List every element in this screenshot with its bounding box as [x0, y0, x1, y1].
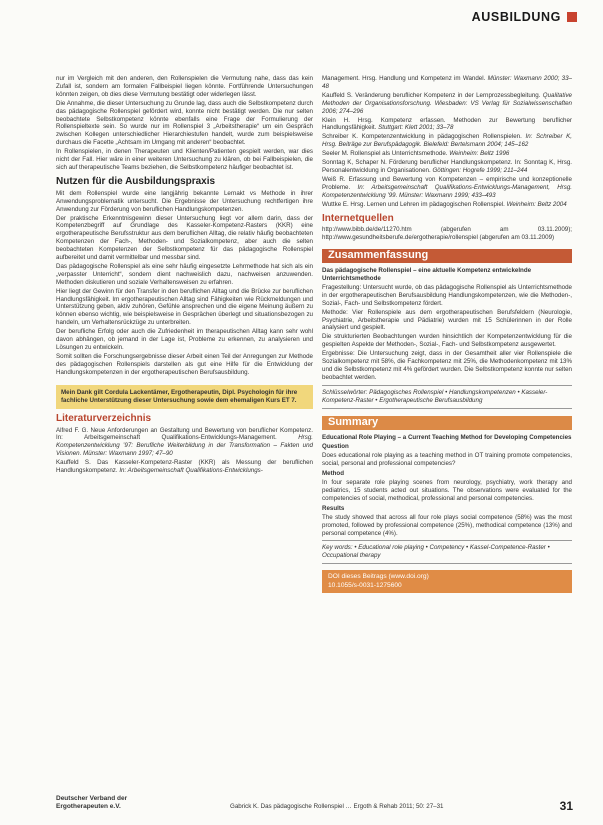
left-column — [56, 75, 313, 476]
paragraph: Die Annahme, die dieser Untersuchung zu Grunde lag, dass auch die Selbstkompetenz durch das pädagogische Rollenspiel gefördert wird, konnte nicht bestätigt werden. Die nur selten beobachtete Selbstkompetenz könnte ebenfalls eine Frage der Formulierung der Rollenspieltexte sein. So wurde nur im Rollenspiel 3 „Arbeitstherapie“ um ein Gespräch zwischen Kollegen unterschiedlicher Hierarchiestufen handelt, wurde zum beispielsweise durchaus die Facette „Achtsam im Umgang mit anderen“ beobachtet. — [56, 99, 313, 147]
summary-heading: Method — [322, 470, 344, 478]
divider — [322, 408, 572, 409]
reference-source: Münster: Waxmann 2000; 33–48 — [322, 75, 572, 90]
reference-source: Stuttgart: Klett 2001; 33–78 — [378, 124, 454, 132]
paragraph: Methode: Vier Rollenspiele aus dem ergotherapeutischen Berufsfeldern (Neurologie, Psychiatrie, Arbeitstherapie und Pädiatrie) wurden mit 15 Schülerinnen in der Rolle analysiert und gespielt. — [322, 308, 572, 332]
reference-main: Kauffeld S. Das Kasseler-Kompetenz-Raster (KKR) als Messung der beruflichen Handlungskompetenz. — [56, 459, 313, 475]
section-marker — [567, 12, 577, 22]
reference-source: In: Arbeitsgemeinschaft Qualifikations-Entwicklungs-Management, Hrsg. Kompetenzentwicklung ’99. Münster: Waxmann 1999; 433–493 — [322, 183, 572, 199]
keywords-en: Key words: • Educational role playing • Competency • Kassel-Competence-Raster • Occupational therapy — [322, 544, 550, 560]
page-number: 31 — [559, 799, 573, 813]
citation-line: Gabrick K. Das pädagogische Rollenspiel … Ergoth & Rehab 2011; 50: 27–31 — [230, 803, 444, 810]
paragraph: Does educational role playing as a teaching method in OT training promote competencies, social, personal and professional competencies? — [322, 452, 572, 468]
paragraph: Mit dem Rollenspiel wurde eine langjährig bekannte Lernakt vs Methode in ihrer Anwendungsproblematik untersucht. Die Ergebnisse der Untersuchung rechtfertigen ihre Anwendung zur Förderung von beruflichen Handlungskompetenzen. — [56, 189, 313, 213]
divider — [322, 540, 572, 541]
paragraph: In four separate role playing scenes from neurology, psychiatry, work therapy and pediatrics, 15 students acted out situations. The observations were evaluated for the competencies of social, methodical, professional and personal competencies. — [322, 479, 572, 502]
doi-label: DOI dieses Beitrags (www.doi.org) — [328, 573, 429, 581]
reference-item — [322, 176, 572, 200]
reference-item — [56, 459, 313, 475]
paragraph: Das pädagogische Rollenspiel als eine sehr häufig eingesetzte Lehrmethode hat sich als ein „verpasster Unterricht“, sondern dient nachweislich dazu, nachweisen anzuwenden. Methoden diskutieren und soziale Verhaltensweisen zu erfahren. — [56, 262, 313, 286]
summary-heading: Question — [322, 443, 349, 451]
reference-source: Weinheim: Beltz 1996 — [449, 150, 510, 158]
reference-item — [322, 201, 572, 209]
reference-source: In: Schreiber K, Hrsg. Beiträge zur Berufspädagogik. Bielefeld: Bertelsmann 2004; 145–162 — [322, 133, 572, 149]
section-label: AUSBILDUNG — [471, 10, 561, 24]
internet-links[interactable]: http://www.bibb.de/de/11270.htm (abgerufen am 03.11.2009); http://www.gesundheitsberufe.de/ergotherapie/rollenspiel (abgerufen am 03.11.2009) — [322, 226, 572, 242]
keywords-de: Schlüsselwörter: Pädagogisches Rollenspiel • Handlungskompetenzen • Kasseler-Kompetenz-Raster • Ergotherapeutische Berufsausbildung — [322, 388, 548, 404]
zusammenfassung-subtitle: Das pädagogische Rollenspiel – eine aktuelle Kompetenz entwickelnde Unterrichtsmethode — [322, 267, 532, 283]
reference-item — [322, 159, 572, 175]
zusammenfassung-banner: Zusammenfassung — [322, 249, 572, 263]
paragraph: Fragestellung: Untersucht wurde, ob das pädagogische Rollenspiel als Unterrichtsmethode in der ergotherapeutischen Berufsausbildung Handlungskompetenzen, wie die Methoden-, Sozial-, Fach- und Selbstkompetenz fördert. — [322, 283, 572, 307]
paragraph: The study showed that across all four role plays social competence (58%) was the most promoted, followed by professional competence (25%), methodical competence (13%) and personal competence (4%). — [322, 513, 572, 537]
paragraph: Ergebnisse: Die Untersuchung zeigt, dass in der Gesamtheit aller vier Rollenspiele die Sozialkompetenz mit 58%, die Fachkompetenz mit 25%, die Methodenkompetenz mit 13% und die Selbstkompetenz mit 4% gefördert wurden. Die Selbstkompetenz konnte nur selten beobachtet werden. — [322, 350, 572, 381]
doi-box[interactable] — [322, 570, 572, 593]
divider — [322, 563, 572, 564]
publisher-line: Deutscher Verband der — [56, 795, 128, 802]
acknowledgement-text: Mein Dank gilt Cordula Lackentämer, Ergotherapeutin, Dipl. Psychologin für ihre fachliche Unterstützung dieser Untersuchung sowie dem ehemaligen Kurs ET 7. — [61, 388, 298, 404]
reference-source: Göttingen: Hogrefe 1999; 211–244 — [432, 166, 528, 174]
paragraph: Der berufliche Erfolg oder auch die Zufriedenheit im therapeutischen Alltag kann sehr wohl davon abhängen, ob jemand in der Lage ist, Probleme zu erkennen, zu analysieren und Lösungen zu entwickeln. — [56, 328, 313, 351]
reference-main: Kauffeld S. Veränderung beruflicher Kompetenz in der Lernprozessbegleitung. — [322, 91, 541, 99]
reference-source: In: Arbeitsgemeinschaft Qualifikations-Entwicklungs- — [119, 467, 263, 475]
summary-banner: Summary — [322, 416, 572, 430]
paragraph: Somit sollten die Forschungsergebnisse dieser Arbeit einen Teil der Anregungen zur Methode des pädagogischen Rollenspiels darstellen als gut eine Hilfe für die Entwicklung der Handlungskompetenzen in der ergotherapeutischen Berufsausbildung. — [56, 352, 313, 376]
reference-main: Klein H. Hrsg. Kompetenz erfassen. Methoden zur Bewertung beruflicher Handlungsfähigkeit. — [322, 116, 572, 132]
paragraph: Der praktische Erkenntnisgewinn dieser Untersuchung liegt vor allem darin, dass der Kompetenzbegriff auf Grundlage des Kasseler-Kompetenz-Rasters (KKR) eine ergotherapeutische Berufsstruktur aus dem beruflichen Alltag, die relativ häufig beobachteten Kompetenzen der Fach-, Methoden- und Sozialkompetenz, aber auch die selten beobachteten Kompetenzen der Selbstkompetenz für das pädagogische Rollenspiel aufbereitet und damit vermittelbar und messbar sind. — [56, 214, 313, 262]
reference-main: Alfred F. G. Neue Anforderungen an Gestaltung und Bewertung von beruflicher Kompetenz. In: Arbeitsgemeinschaft Qualifikations-Entwicklungs-Management. — [56, 426, 313, 442]
summary-subtitle: Educational Role Playing – a Current Teaching Method for Developing Competencies — [322, 433, 572, 441]
reference-main: Seeler M. Rollenspiel als Unterrichtsmethode. — [322, 150, 448, 158]
reference-item — [322, 150, 572, 158]
reference-source: Hrsg. Kompetenzentwicklung ’97: Berufliche Weiterbildung in der Transformation – Fakten und Visionen. Münster: Waxmann 1997; 47–90 — [56, 434, 313, 458]
section-heading-nutzen: Nutzen für die Ausbildungspraxis — [56, 175, 216, 187]
reference-main: Wuttke E. Hrsg. Lernen und Lehren im pädagogischen Rollenspiel. — [322, 200, 505, 208]
doi-value[interactable]: 10.1055/s-0031-1275600 — [328, 581, 402, 589]
reference-item — [322, 92, 572, 116]
section-heading-literatur: Literaturverzeichnis — [56, 412, 152, 424]
reference-main: Management. Hrsg. Handlung und Kompetenz im Wandel. — [322, 75, 486, 82]
reference-item — [322, 133, 572, 149]
reference-item — [322, 117, 572, 133]
reference-item — [322, 75, 572, 91]
publisher — [56, 795, 127, 811]
paragraph: In Rollenspielen, in denen Therapeuten und Klienten/Patienten gespielt werden, war dies nicht der Fall. Hier wäre in einer weiteren Untersuchung zu klären, ob bei Fallbeispielen, die sich auf therapeutische Teams beziehen, die Selbstkompetenz häufiger beobachtet ist. — [56, 148, 313, 171]
paragraph: Hier liegt der Gewinn für den Transfer in den beruflichen Alltag und die Brücke zur beruflichen Handlungsfähigkeit. Im ergotherapeutischen Alltag sind Fähigkeiten wie Rückmeldungen und Unterstützung geben, aktiv zuhören, Gefühle ansprechen und die eigene Meinung äußern zu können ebenso wichtig, wie beispielsweise in Gesprächen überlegt und situationsbezogen zu handeln, um Verhaltensrückzüge zu unterbreiten. — [56, 287, 313, 327]
section-heading-internet: Internetquellen — [322, 212, 394, 224]
publisher-line: Ergotherapeuten e.V. — [56, 803, 121, 810]
paragraph: nur im Vergleich mit den anderen, den Rollenspielen die Vermutung nahe, dass das kein Zufall ist, sondern am formalen Fallbeispiel liegen könnte. Fortführende Untersuchungen könnten zeigen, ob dies diese Vermutung bestätigt oder widerlegen lässt. — [56, 75, 313, 98]
reference-item — [56, 427, 313, 459]
reference-main: Schreiber K. Kompetenzentwicklung in pädagogischen Rollenspielen. — [322, 133, 522, 141]
reference-source: Weinheim: Beltz 2004 — [506, 200, 567, 208]
paragraph: Die strukturierten Beobachtungen wurden hinsichtlich der Kompetenzentwicklung für die gespielten Aspekte der Methoden-, Sozial-, Fach- und Selbstkompetenz ausgewertet. — [322, 333, 572, 349]
right-column — [322, 75, 572, 593]
reference-main: Weiß R. Erfassung und Bewertung von Kompetenzen – empirische und konzeptionelle Probleme. — [322, 175, 572, 191]
summary-heading: Results — [322, 504, 345, 512]
reference-main: Sonntag K, Schaper N. Förderung beruflicher Handlungskompetenz. In: Sonntag K, Hrsg. Personalentwicklung in Organisationen. — [322, 159, 572, 174]
reference-source: Qualitative Methoden der Organisationsforschung. Wiesbaden: VS Verlag für Sozialwissenschaften 2006; 274–296 — [322, 91, 572, 115]
divider — [322, 385, 572, 386]
acknowledgement-box — [56, 385, 313, 409]
